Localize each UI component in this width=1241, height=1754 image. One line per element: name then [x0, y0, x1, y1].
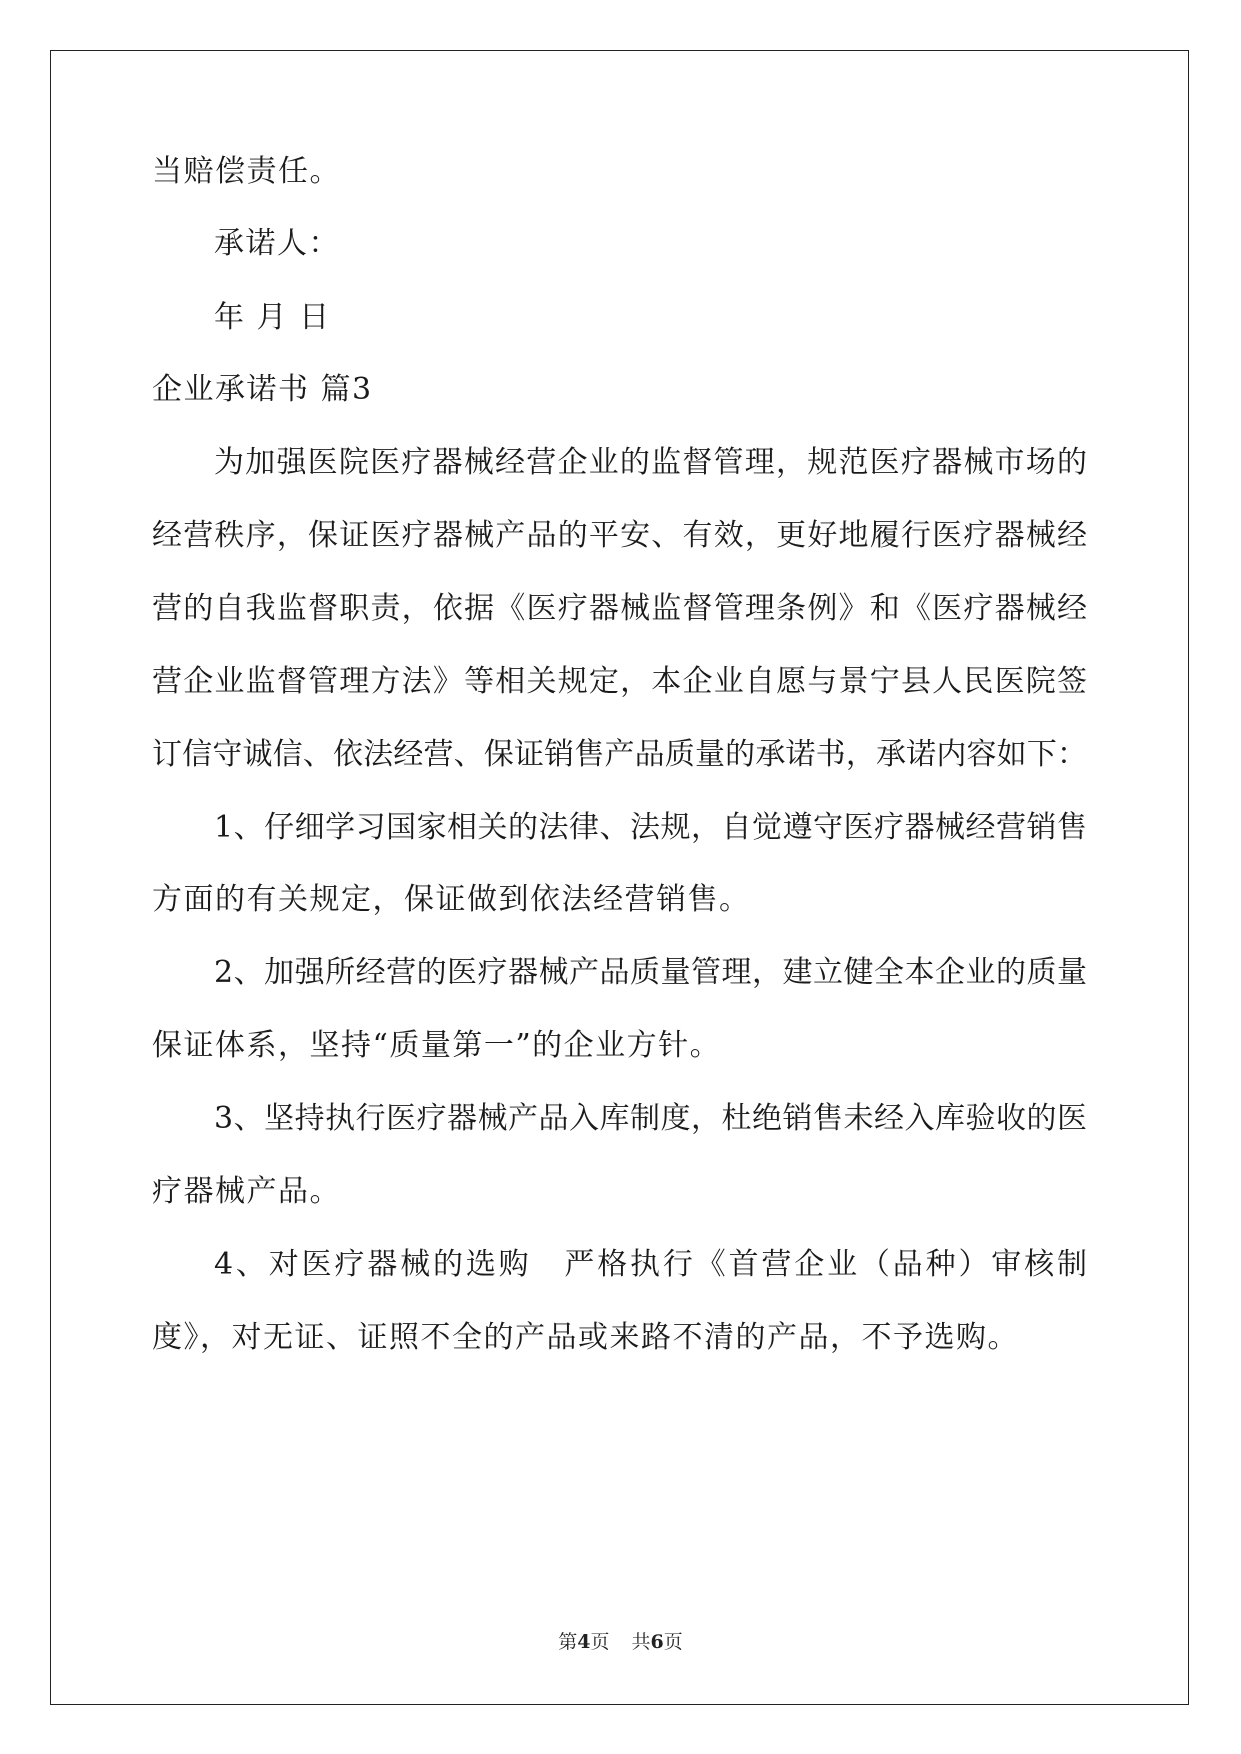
paragraph-line: 当赔偿责任。	[152, 154, 341, 189]
list-item-3: 3、坚持执行医疗器械产品入库制度，杜绝销售未经入库验收的医	[214, 1101, 1087, 1136]
list-item-4-cont: 度》，对无证、证照不全的产品或来路不清的产品，不予选购。	[152, 1320, 1019, 1355]
footer-current-page: 4	[577, 1631, 591, 1653]
date-line: 年 月 日	[214, 300, 331, 335]
list-item-2-cont: 保证体系，坚持“质量第一”的企业方针。	[152, 1028, 722, 1063]
footer-total-pages: 6	[650, 1631, 664, 1653]
section-heading: 企业承诺书 篇3	[152, 372, 373, 407]
paragraph-line: 营的自我监督职责，依据《医疗器械监督管理条例》和《医疗器械经	[152, 591, 1087, 626]
list-item-4: 4、对医疗器械的选购 严格执行《首营企业（品种）审核制	[214, 1247, 1087, 1282]
page-footer	[0, 1627, 1241, 1654]
list-item-1: 1、仔细学习国家相关的法律、法规，自觉遵守医疗器械经营销售	[214, 810, 1087, 845]
paragraph-line: 经营秩序，保证医疗器械产品的平安、有效，更好地履行医疗器械经	[152, 518, 1087, 553]
footer-total-suffix: 页	[663, 1631, 683, 1653]
list-item-1-cont: 方面的有关规定，保证做到依法经营销售。	[152, 882, 751, 917]
paragraph-line: 营企业监督管理方法》等相关规定，本企业自愿与景宁县人民医院签	[152, 664, 1087, 699]
paragraph-line: 订信守诚信、依法经营、保证销售产品质量的承诺书，承诺内容如下：	[152, 737, 1087, 772]
list-item-2: 2、加强所经营的医疗器械产品质量管理，建立健全本企业的质量	[214, 955, 1087, 990]
list-item-3-cont: 疗器械产品。	[152, 1174, 341, 1209]
signer-label: 承诺人：	[214, 226, 340, 261]
footer-total-prefix: 共	[631, 1631, 651, 1653]
paragraph-line: 为加强医院医疗器械经营企业的监督管理，规范医疗器械市场的	[214, 445, 1087, 480]
footer-prefix: 第	[558, 1631, 578, 1653]
footer-page-word: 页	[590, 1631, 610, 1653]
